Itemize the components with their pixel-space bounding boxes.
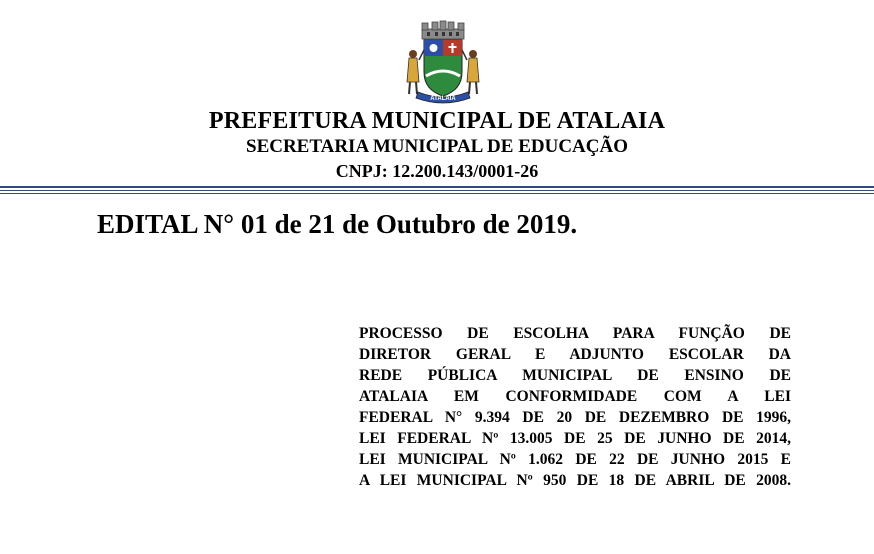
header-divider: [0, 190, 874, 191]
ementa-line: PROCESSO DE ESCOLHA PARA FUNÇÃO DE: [359, 325, 791, 342]
ementa-line: FEDERAL N° 9.394 DE 20 DE DEZEMBRO DE 1996,: [359, 409, 791, 426]
crest-ribbon-text: ATALAIA: [430, 96, 456, 102]
supporter-left: [407, 50, 424, 94]
ementa-line: LEI FEDERAL Nº 13.005 DE 25 DE JUNHO DE 2014,: [359, 430, 791, 447]
ementa-line: ATALAIA EM CONFORMIDADE COM A LEI: [359, 388, 791, 405]
ementa-block: [359, 323, 791, 491]
ementa-line: REDE PÚBLICA MUNICIPAL DE ENSINO DE: [359, 367, 791, 384]
cnpj: CNPJ: 12.200.143/0001-26: [335, 161, 539, 181]
edital-title: EDITAL N° 01 de 21 de Outubro de 2019.: [97, 209, 578, 239]
mural-crown: [422, 21, 464, 39]
header-divider: [0, 186, 874, 188]
header-divider: [0, 193, 874, 194]
page-title: PREFEITURA MUNICIPAL DE ATALAIA: [208, 108, 666, 134]
ementa-line: DIRETOR GERAL E ADJUNTO ESCOLAR DA: [359, 346, 791, 363]
secretariat-name: SECRETARIA MUNICIPAL DE EDUCAÇÃO: [246, 136, 628, 157]
ementa-line: LEI MUNICIPAL Nº 1.062 DE 22 DE JUNHO 2015 E: [359, 451, 791, 468]
municipal-coat-of-arms-icon: [400, 20, 486, 104]
supporter-right: [462, 50, 479, 94]
ementa-line: A LEI MUNICIPAL Nº 950 DE 18 DE ABRIL DE 2008.: [359, 472, 791, 489]
